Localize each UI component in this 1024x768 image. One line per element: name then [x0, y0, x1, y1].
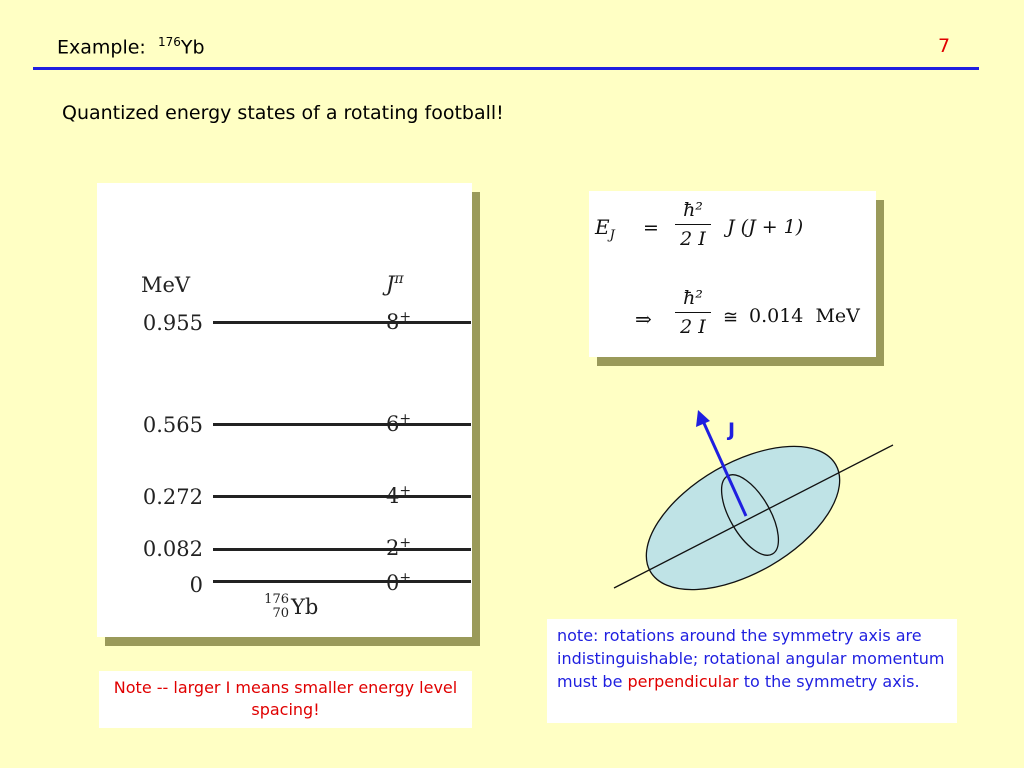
formula-equals: =	[643, 217, 659, 239]
spin-header-base: J	[386, 272, 395, 296]
level-line-2	[213, 548, 471, 551]
level-energy-0: 0	[189, 573, 203, 597]
note-symmetry-axis	[547, 619, 957, 723]
approx-sign: ≅	[723, 307, 739, 328]
title-mass-number: 176	[157, 35, 181, 49]
nucleus-numbers	[259, 593, 289, 621]
level-energy-4: 0.272	[142, 485, 203, 509]
level-spin-0: 0+	[386, 570, 412, 595]
nucleus-mass-number: 176	[264, 592, 289, 607]
energy-unit-header: MeV	[141, 273, 191, 297]
level-line-6	[213, 423, 471, 426]
slide-subtitle: Quantized energy states of a rotating football!	[62, 102, 504, 124]
level-spin-6: 6+	[386, 411, 412, 436]
formula-rhs: J (J + 1)	[727, 216, 804, 238]
level-diagram	[97, 183, 472, 637]
level-energy-8: 0.955	[142, 311, 203, 335]
level-spin-4: 4+	[386, 483, 412, 508]
level-line-0	[213, 580, 471, 583]
fraction-denominator-2: 2 I	[680, 316, 706, 338]
formula-fraction-2	[675, 287, 711, 338]
note-energy-spacing: Note -- larger I means smaller energy level spacing!	[99, 671, 472, 728]
level-line-4	[213, 495, 471, 498]
fraction-bar	[675, 224, 711, 225]
formula-box	[589, 191, 876, 357]
slide-title	[57, 35, 205, 58]
nucleus-atomic-number: 70	[272, 606, 289, 621]
level-spin-8: 8+	[386, 309, 412, 334]
note-text-1: note: rotations around the symmetry axis are indistinguishable; rotational angular momentum must be	[557, 626, 945, 691]
level-energy-2: 0.082	[142, 537, 203, 561]
note-text-2: to the symmetry axis.	[738, 672, 920, 691]
title-divider	[33, 67, 979, 70]
spin-parity-header	[386, 271, 404, 296]
football-illustration	[600, 405, 910, 605]
spin-header-parity: π	[394, 271, 404, 287]
page-number: 7	[938, 35, 951, 57]
formula-value: 0.014 MeV	[749, 305, 860, 327]
note-highlight: perpendicular	[627, 672, 739, 691]
angular-momentum-label: J	[728, 419, 736, 441]
formula-lhs: $E_J$	[595, 215, 615, 243]
formula-fraction-1	[675, 199, 711, 250]
fraction-numerator-2: ħ²	[683, 287, 703, 309]
fraction-bar-2	[675, 312, 711, 313]
level-spin-2: 2+	[386, 535, 412, 560]
nucleus-symbol: Yb	[291, 595, 319, 619]
fraction-numerator: ħ²	[683, 199, 703, 221]
level-energy-6: 0.565	[142, 413, 203, 437]
title-element: Yb	[180, 36, 205, 59]
implies-arrow: ⇒	[635, 307, 652, 331]
title-prefix: Example:	[57, 36, 146, 59]
fraction-denominator: 2 I	[680, 228, 706, 250]
level-line-8	[213, 321, 471, 324]
